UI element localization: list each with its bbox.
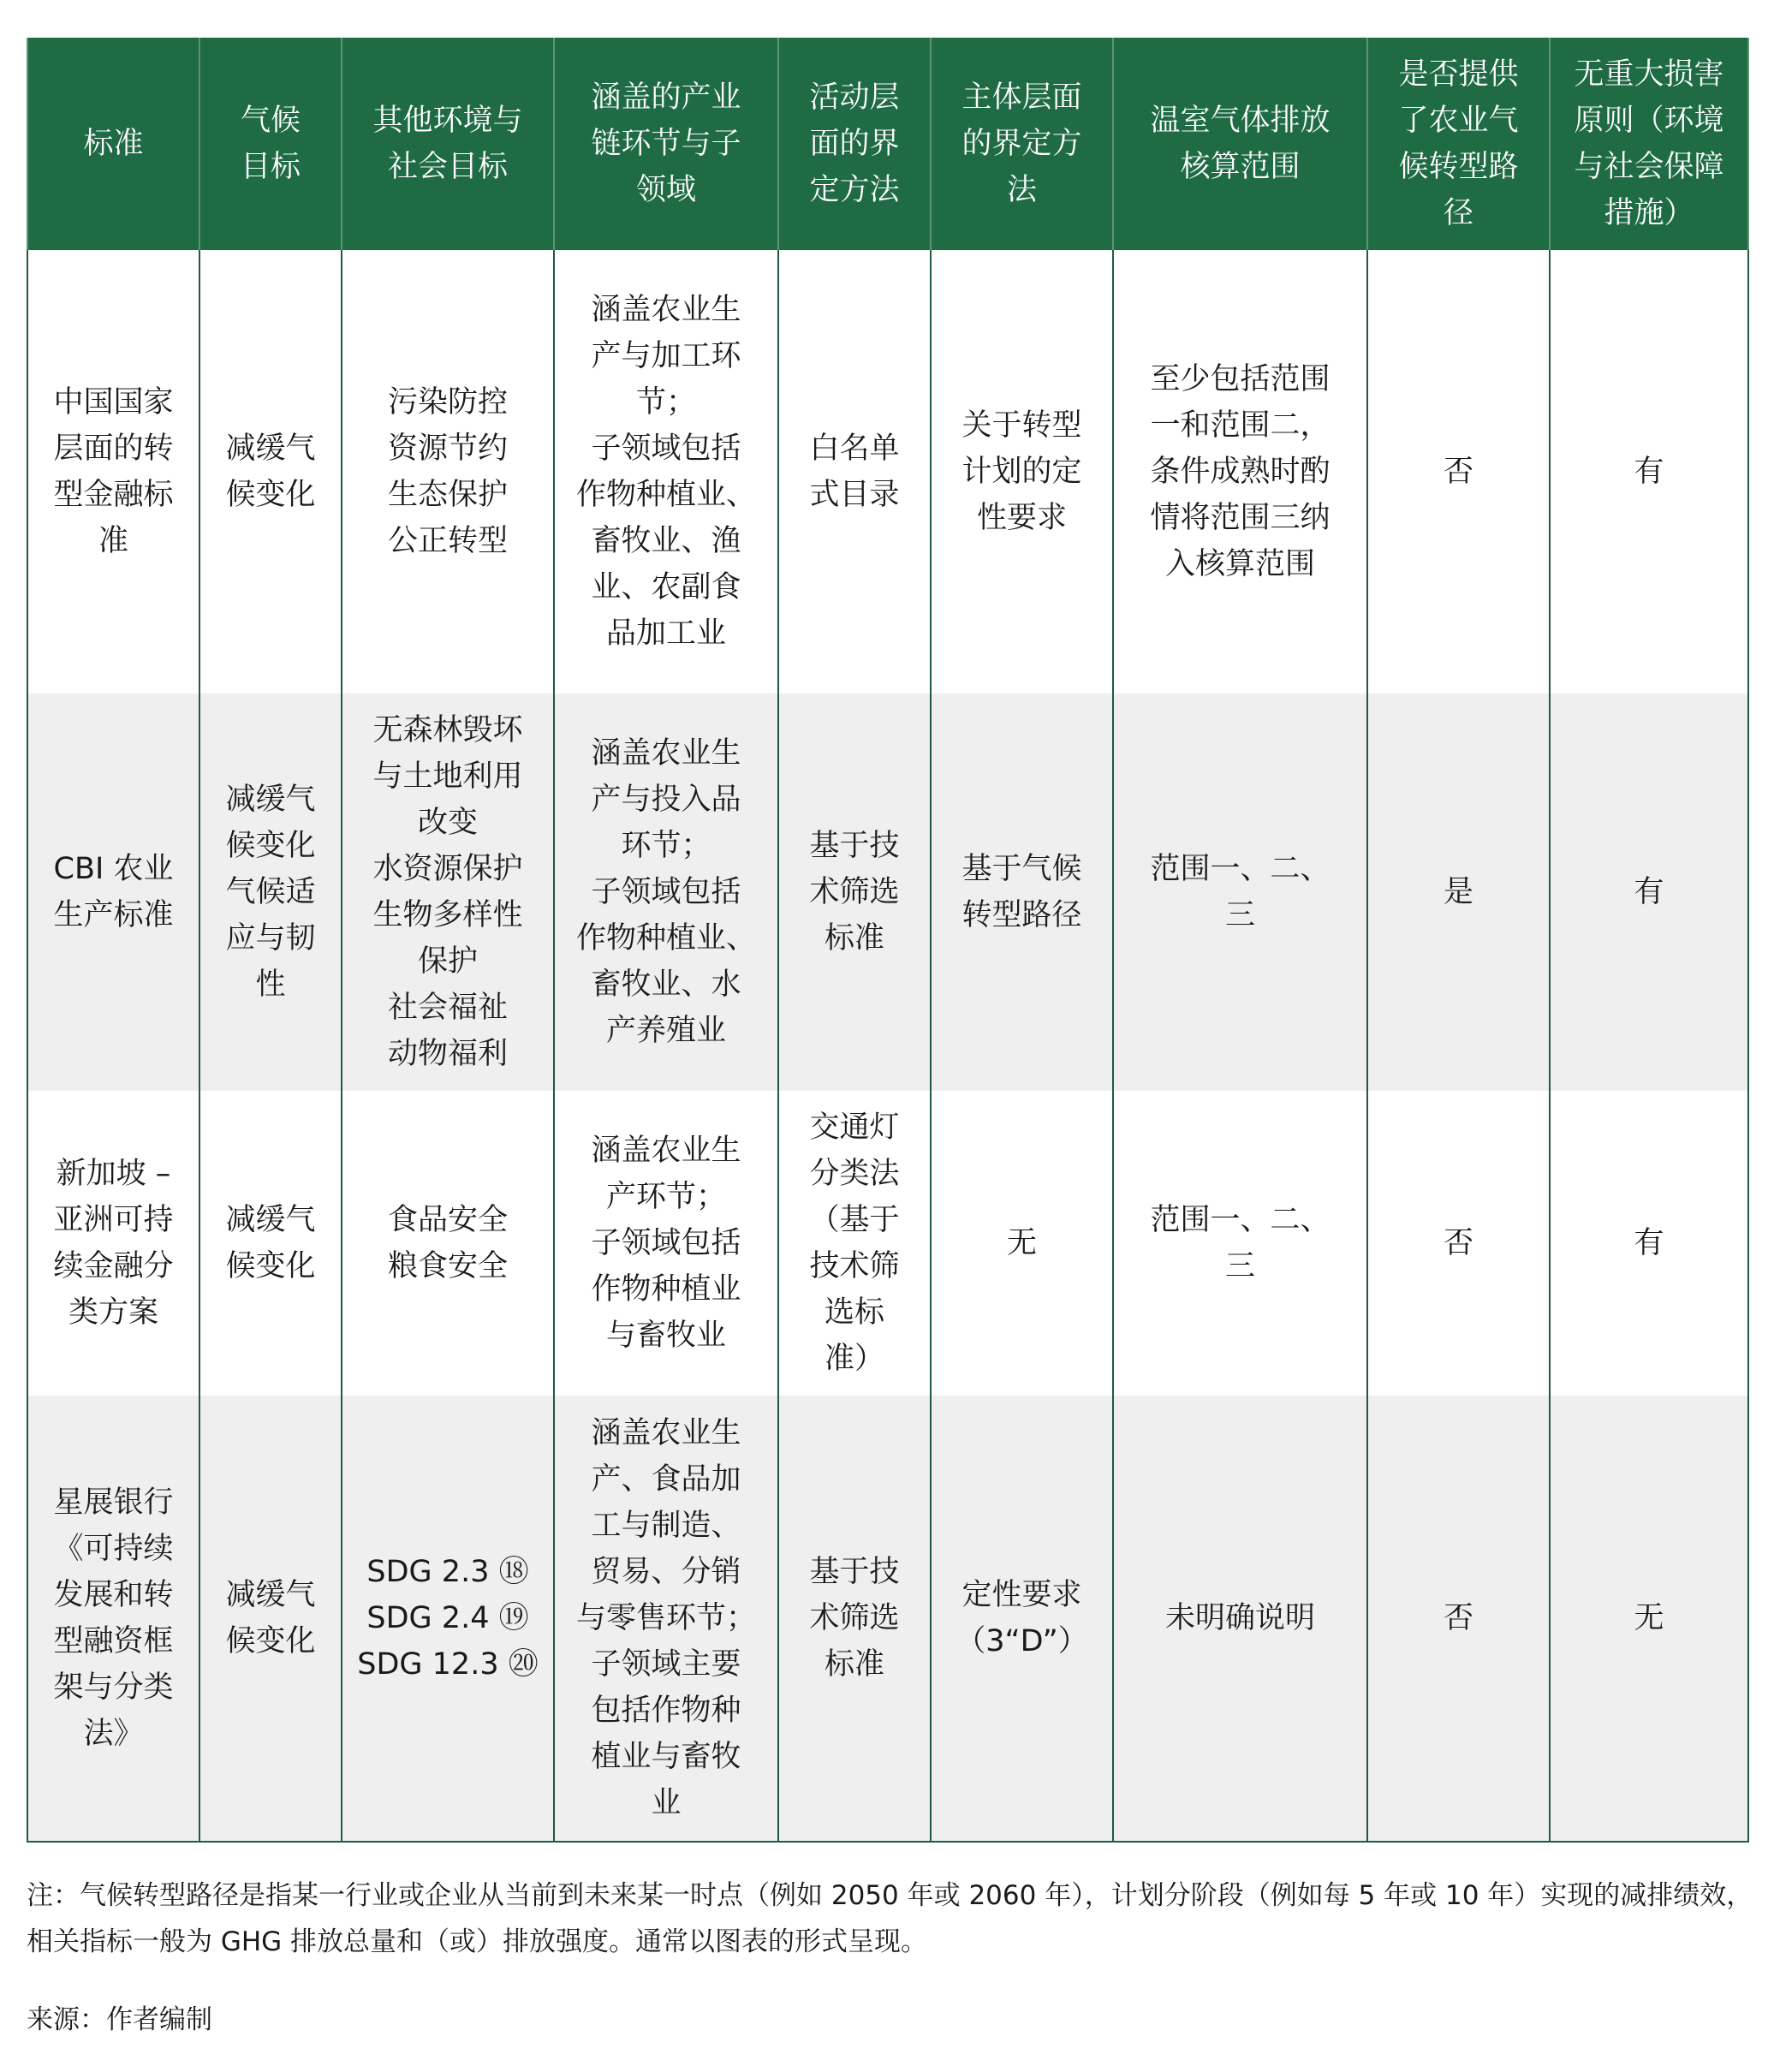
cell-transition-pathway <box>1367 1396 1550 1842</box>
cell-text-line: 污染防控 <box>387 385 508 420</box>
cell-other-goals <box>342 1396 554 1842</box>
cell-text-line: 动物福利 <box>387 1037 508 1071</box>
cell-text-line: 准 <box>98 524 128 558</box>
cell-text-line: 畜牧业、水 <box>591 968 741 1002</box>
cell-text-line: 条件成熟时酌 <box>1150 455 1330 489</box>
cell-text-line: 环节； <box>621 829 711 863</box>
cell-text-line: 品加工业 <box>605 616 726 651</box>
header-entity-level-method <box>931 38 1113 250</box>
cell-text-line: 改变 <box>417 806 478 840</box>
cell-climate-goal <box>199 694 342 1091</box>
cell-text-line: 无 <box>1634 1601 1664 1635</box>
cell-entity-method <box>931 1091 1113 1396</box>
table-row <box>27 250 1748 694</box>
cell-text-line: 社会福祉 <box>387 991 508 1025</box>
cell-text-line: 主体层面 <box>961 80 1082 115</box>
cell-text-line: 法》 <box>83 1717 144 1751</box>
cell-dnsh <box>1550 1396 1748 1842</box>
cell-text-line: 其他环境与 <box>372 104 523 138</box>
cell-text-line: 减缓气 <box>225 783 316 817</box>
cell-text-line: 径 <box>1443 196 1473 230</box>
cell-text-line: 产与投入品 <box>591 783 741 817</box>
cell-text-line: 定方法 <box>809 173 900 207</box>
cell-text-line: 性要求 <box>976 501 1067 535</box>
cell-text-line: 有 <box>1634 1226 1664 1260</box>
cell-text-line: 星展银行 <box>53 1486 174 1520</box>
cell-text-line: 水资源保护 <box>372 852 523 886</box>
header-standard <box>27 38 199 250</box>
cell-text-line: 生产标准 <box>53 898 174 932</box>
cell-text-line: 涵盖的产业 <box>591 80 741 115</box>
cell-text-line: 分类法 <box>809 1157 900 1191</box>
cell-text-line: 涵盖农业生 <box>591 1416 741 1450</box>
cell-text-line: 生物多样性 <box>372 898 523 932</box>
cell-text-line: 入核算范围 <box>1164 547 1315 581</box>
cell-text-line: 范围一、二、 <box>1150 852 1330 886</box>
cell-climate-goal <box>199 250 342 694</box>
cell-text-line: 中国国家 <box>53 385 174 420</box>
cell-activity-method <box>778 694 931 1091</box>
cell-text-line: 否 <box>1443 1226 1473 1260</box>
cell-transition-pathway <box>1367 250 1550 694</box>
cell-text-line: 候变化 <box>225 478 316 512</box>
cell-activity-method <box>778 1396 931 1842</box>
cell-text-line: 核算范围 <box>1180 150 1301 184</box>
cell-text-line: 型金融标 <box>53 478 174 512</box>
cell-text-line: 否 <box>1443 1601 1473 1635</box>
cell-text-line: 包括作物种 <box>591 1694 741 1728</box>
cell-text-line: 术筛选 <box>809 875 900 909</box>
cell-text-line: 术筛选 <box>809 1601 900 1635</box>
table-header-row <box>27 38 1748 250</box>
cell-text-line: 否 <box>1443 455 1473 489</box>
cell-text-line: 涵盖农业生 <box>591 736 741 771</box>
cell-text-line: 子领域包括 <box>591 432 741 466</box>
cell-text-line: 《可持续 <box>53 1532 174 1566</box>
cell-text-line: （基于 <box>809 1203 900 1237</box>
cell-text-line: 业、农副食 <box>591 570 741 604</box>
cell-text-line: 转型路径 <box>961 898 1082 932</box>
cell-text-line: 选标 <box>824 1295 884 1330</box>
cell-standard <box>27 1396 199 1842</box>
cell-dnsh <box>1550 250 1748 694</box>
cell-text-line: 与社会保障 <box>1574 150 1724 184</box>
cell-text-line: 架与分类 <box>53 1670 174 1705</box>
cell-text-line: 的界定方 <box>961 127 1082 161</box>
cell-text-line: 产养殖业 <box>605 1014 726 1048</box>
cell-text-line: 技术筛 <box>809 1249 900 1283</box>
cell-text-line: 作物种植业、 <box>575 478 756 512</box>
cell-text-line: 减缓气 <box>225 432 316 466</box>
cell-text-line: 畜牧业、渔 <box>591 524 741 558</box>
cell-text-line: 面的界 <box>809 127 900 161</box>
cell-standard <box>27 250 199 694</box>
cell-text-line: 定性要求 <box>961 1578 1082 1612</box>
cell-text-line: 候转型路 <box>1398 150 1519 184</box>
cell-text-line: 与土地利用 <box>372 759 523 794</box>
comparison-table-container <box>27 38 1747 1843</box>
cell-text-line: 式目录 <box>809 478 900 512</box>
header-dnsh-principle <box>1550 38 1748 250</box>
cell-text-line: 气候适 <box>225 875 316 909</box>
cell-ghg-scope <box>1113 694 1367 1091</box>
cell-transition-pathway <box>1367 694 1550 1091</box>
cell-text-line: 公正转型 <box>387 524 508 558</box>
cell-text-line: 产、食品加 <box>591 1462 741 1497</box>
cell-text-line: 标准 <box>824 1647 884 1682</box>
cell-text-line: 无森林毁坏 <box>372 713 523 747</box>
note-line-2: 相关指标一般为 GHG 排放总量和（或）排放强度。通常以图表的形式呈现。 <box>27 1926 928 1957</box>
cell-text-line: 生态保护 <box>387 478 508 512</box>
note-line-1: 注：气候转型路径是指某一行业或企业从当前到未来某一时点（例如 2050 年或 2060 年），计划分阶段（例如每 5 年或 10 年）实现的减排绩效， <box>27 1880 1753 1911</box>
cell-text-line: 产环节； <box>605 1180 726 1214</box>
cell-text-line: 计划的定 <box>961 455 1082 489</box>
cell-text-line: 关于转型 <box>961 408 1082 443</box>
cell-text-line: 减缓气 <box>225 1578 316 1612</box>
cell-text-line: 与零售环节； <box>575 1601 756 1635</box>
cell-text-line: 是否提供 <box>1398 57 1519 92</box>
cell-dnsh <box>1550 1091 1748 1396</box>
cell-text-line: 领域 <box>635 173 696 207</box>
cell-text-line: SDG 12.3 ⑳ <box>357 1647 539 1682</box>
cell-text-line: 无 <box>1006 1226 1037 1260</box>
cell-text-line: 候变化 <box>225 1249 316 1283</box>
cell-text-line: 作物种植业 <box>591 1272 741 1307</box>
cell-text-line: 产与加工环 <box>591 339 741 373</box>
cell-value-chain <box>554 694 778 1091</box>
source-caption: 来源：作者编制 <box>27 2004 212 2035</box>
table-row <box>27 1396 1748 1842</box>
cell-ghg-scope <box>1113 1091 1367 1396</box>
cell-text-line: 气候 <box>240 104 301 138</box>
cell-text-line: 贸易、分销 <box>591 1555 741 1589</box>
cell-text-line: 层面的转 <box>53 432 174 466</box>
cell-text-line: 温室气体排放 <box>1150 104 1330 138</box>
cell-transition-pathway <box>1367 1091 1550 1396</box>
cell-ghg-scope <box>1113 1396 1367 1842</box>
cell-entity-method <box>931 250 1113 694</box>
cell-text-line: 至少包括范围 <box>1150 362 1330 396</box>
cell-text-line: 性 <box>255 968 286 1002</box>
cell-text-line: 工与制造、 <box>591 1509 741 1543</box>
cell-other-goals <box>342 694 554 1091</box>
cell-text-line: 作物种植业、 <box>575 921 756 956</box>
cell-text-line: 三 <box>1224 898 1255 932</box>
cell-text-line: 法 <box>1006 173 1037 207</box>
cell-text-line: 基于技 <box>809 1555 900 1589</box>
cell-text-line: 子领域包括 <box>591 1226 741 1260</box>
header-activity-level-method <box>778 38 931 250</box>
standards-comparison-table <box>27 38 1749 1843</box>
cell-text-line: 基于技 <box>809 829 900 863</box>
cell-text-line: 目标 <box>240 150 301 184</box>
cell-text-line: 了农业气 <box>1398 104 1519 138</box>
cell-text-line: 三 <box>1224 1249 1255 1283</box>
cell-text-line: 情将范围三纳 <box>1150 501 1330 535</box>
cell-text-line: 有 <box>1634 455 1664 489</box>
cell-value-chain <box>554 250 778 694</box>
cell-text-line: 是 <box>1443 875 1473 909</box>
header-transition-pathway <box>1367 38 1550 250</box>
cell-text-line: 食品安全 <box>387 1203 508 1237</box>
cell-activity-method <box>778 1091 931 1396</box>
cell-text-line: 应与韧 <box>225 921 316 956</box>
cell-value-chain <box>554 1091 778 1396</box>
cell-text-line: 社会目标 <box>387 150 508 184</box>
cell-text-line: SDG 2.4 ⑲ <box>366 1601 529 1635</box>
cell-text-line: 减缓气 <box>225 1203 316 1237</box>
cell-text-line: 活动层 <box>809 80 900 115</box>
cell-climate-goal <box>199 1091 342 1396</box>
cell-text-line: 未明确说明 <box>1164 1601 1315 1635</box>
cell-text-line: 无重大损害 <box>1574 57 1724 92</box>
cell-text-line: 链环节与子 <box>591 127 741 161</box>
table-note <box>27 1873 1756 1965</box>
cell-standard <box>27 1091 199 1396</box>
cell-text-line: （3“D”） <box>955 1624 1088 1658</box>
header-climate-goal <box>199 38 342 250</box>
cell-text-line: 子领域主要 <box>591 1647 741 1682</box>
cell-other-goals <box>342 1091 554 1396</box>
cell-text-line: 粮食安全 <box>387 1249 508 1283</box>
cell-text-line: SDG 2.3 ⑱ <box>366 1555 529 1589</box>
cell-text-line: 白名单 <box>809 432 900 466</box>
cell-text-line: 节； <box>635 385 696 420</box>
cell-standard <box>27 694 199 1091</box>
cell-text-line: 类方案 <box>68 1295 158 1330</box>
cell-text-line: 标准 <box>83 127 144 161</box>
cell-text-line: 候变化 <box>225 829 316 863</box>
cell-text-line: 亚洲可持 <box>53 1203 174 1237</box>
cell-text-line: 有 <box>1634 875 1664 909</box>
cell-ghg-scope <box>1113 250 1367 694</box>
cell-text-line: 续金融分 <box>53 1249 174 1283</box>
cell-text-line: 涵盖农业生 <box>591 293 741 327</box>
cell-text-line: 原则（环境 <box>1574 104 1724 138</box>
cell-text-line: 基于气候 <box>961 852 1082 886</box>
cell-text-line: 保护 <box>417 944 478 979</box>
cell-text-line: 一和范围二， <box>1150 408 1330 443</box>
header-ghg-scope <box>1113 38 1367 250</box>
cell-text-line: 植业与畜牧 <box>591 1740 741 1774</box>
cell-text-line: 与畜牧业 <box>605 1319 726 1353</box>
cell-text-line: 子领域包括 <box>591 875 741 909</box>
cell-text-line: 准） <box>824 1342 884 1376</box>
cell-text-line: 型融资框 <box>53 1624 174 1658</box>
cell-entity-method <box>931 694 1113 1091</box>
cell-text-line: CBI 农业 <box>53 852 174 886</box>
cell-text-line: 发展和转 <box>53 1578 174 1612</box>
cell-climate-goal <box>199 1396 342 1842</box>
cell-text-line: 资源节约 <box>387 432 508 466</box>
cell-activity-method <box>778 250 931 694</box>
cell-text-line: 候变化 <box>225 1624 316 1658</box>
cell-text-line: 新加坡 – <box>56 1157 171 1191</box>
header-value-chain-subsectors <box>554 38 778 250</box>
cell-text-line: 措施） <box>1604 196 1694 230</box>
header-other-goals <box>342 38 554 250</box>
cell-text-line: 涵盖农业生 <box>591 1134 741 1168</box>
cell-value-chain <box>554 1396 778 1842</box>
cell-text-line: 交通灯 <box>809 1110 900 1145</box>
cell-dnsh <box>1550 694 1748 1091</box>
cell-text-line: 标准 <box>824 921 884 956</box>
table-row <box>27 1091 1748 1396</box>
table-row <box>27 694 1748 1091</box>
cell-text-line: 业 <box>651 1786 682 1820</box>
cell-other-goals <box>342 250 554 694</box>
cell-entity-method <box>931 1396 1113 1842</box>
cell-text-line: 范围一、二、 <box>1150 1203 1330 1237</box>
